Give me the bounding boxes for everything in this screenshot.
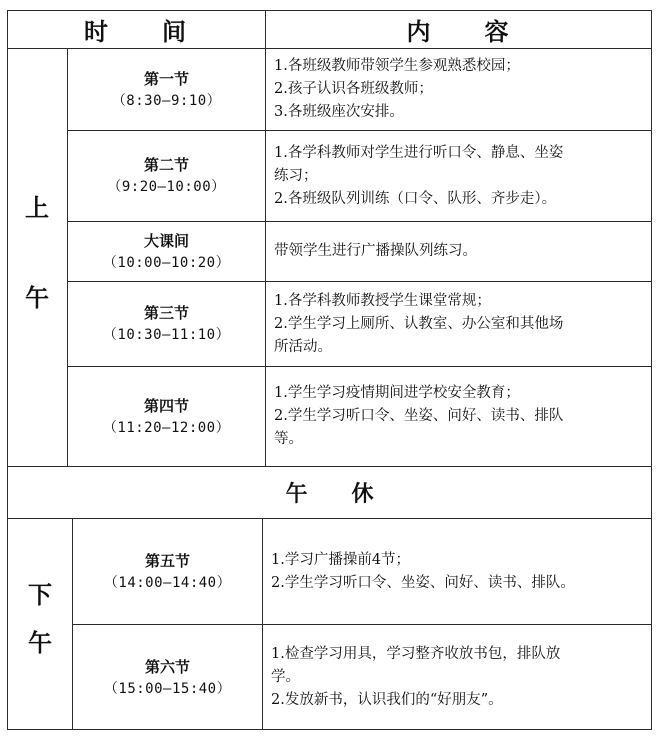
content-line: 练习；	[274, 167, 318, 184]
session-name: 第一节	[143, 69, 189, 88]
content-line: 2.发放新书，认识我们的“好朋友”。	[271, 692, 503, 708]
session-cell-break	[68, 222, 265, 281]
session-cell-1	[68, 49, 265, 130]
session-cell-2	[68, 131, 265, 221]
content-line: 2.学生学习听口令、坐姿、问好、读书、排队	[274, 408, 564, 424]
content-line: 所活动。	[274, 338, 332, 355]
session-name: 第六节	[144, 657, 190, 676]
morning-label-bottom: 午	[25, 284, 49, 312]
content-cell-break	[266, 222, 652, 281]
content-line: 3.各班级座次安排。	[274, 104, 404, 120]
header-content: 内 容	[406, 17, 511, 46]
noon-break-label: 午 休	[285, 482, 374, 507]
session-time: （15:00—15:40）	[103, 680, 232, 697]
session-cell-5	[73, 519, 262, 624]
content-line: 1.检查学习用具，学习整齐收放书包，排队放	[271, 646, 561, 662]
content-cell-4	[266, 367, 652, 466]
session-name: 第三节	[143, 304, 189, 322]
session-cell-6	[73, 625, 262, 730]
content-line: 等。	[274, 431, 303, 447]
noon-break-cell	[7, 467, 652, 518]
session-name: 第五节	[144, 551, 190, 570]
content-cell-5	[263, 519, 652, 624]
content-line: 1.学习广播操前4节；	[271, 551, 411, 568]
header-content-cell	[265, 10, 652, 48]
header-time-cell	[7, 10, 265, 48]
content-line: 2.各班级队列训练（口令、队形、齐步走）。	[274, 190, 557, 207]
content-line: 1.学生学习疫情期间进学校安全教育；	[274, 385, 520, 401]
afternoon-label-bottom: 午	[28, 629, 52, 657]
content-line: 2.孩子认识各班级教师；	[274, 81, 433, 97]
session-time: （8:30—9:10）	[111, 92, 222, 109]
content-line: 2.学生学习听口令、坐姿、问好、读书、排队。	[271, 574, 575, 591]
content-line: 1.各班级教师带领学生参观熟悉校园；	[274, 58, 520, 74]
session-time: （11:20—12:00）	[102, 419, 231, 436]
session-name: 第四节	[143, 396, 189, 415]
session-time: （14:00—14:40）	[103, 574, 232, 591]
session-time: （9:20—10:00）	[107, 179, 226, 195]
morning-label-top: 上	[25, 194, 49, 222]
session-time: （10:00—10:20）	[102, 254, 231, 271]
content-line: 2.学生学习上厕所、认教室、办公室和其他场	[274, 315, 564, 332]
afternoon-label-top: 下	[28, 581, 52, 609]
content-cell-6	[263, 625, 652, 730]
session-time: （10:30—11:10）	[102, 327, 231, 343]
header-time: 时 间	[84, 17, 188, 46]
content-line: 学。	[271, 669, 300, 685]
content-cell-3	[266, 282, 652, 366]
content-cell-2	[266, 131, 652, 221]
session-name: 第二节	[143, 156, 189, 174]
content-cell-1	[266, 49, 652, 130]
session-cell-4	[68, 367, 265, 466]
session-name: 大课间	[143, 231, 189, 250]
session-cell-3	[68, 282, 265, 366]
content-line: 1.各学科教师教授学生课堂常规；	[274, 292, 491, 309]
content-line: 带领学生进行广播操队列练习。	[274, 243, 477, 259]
content-line: 1.各学科教师对学生进行听口令、静息、坐姿	[274, 144, 564, 161]
